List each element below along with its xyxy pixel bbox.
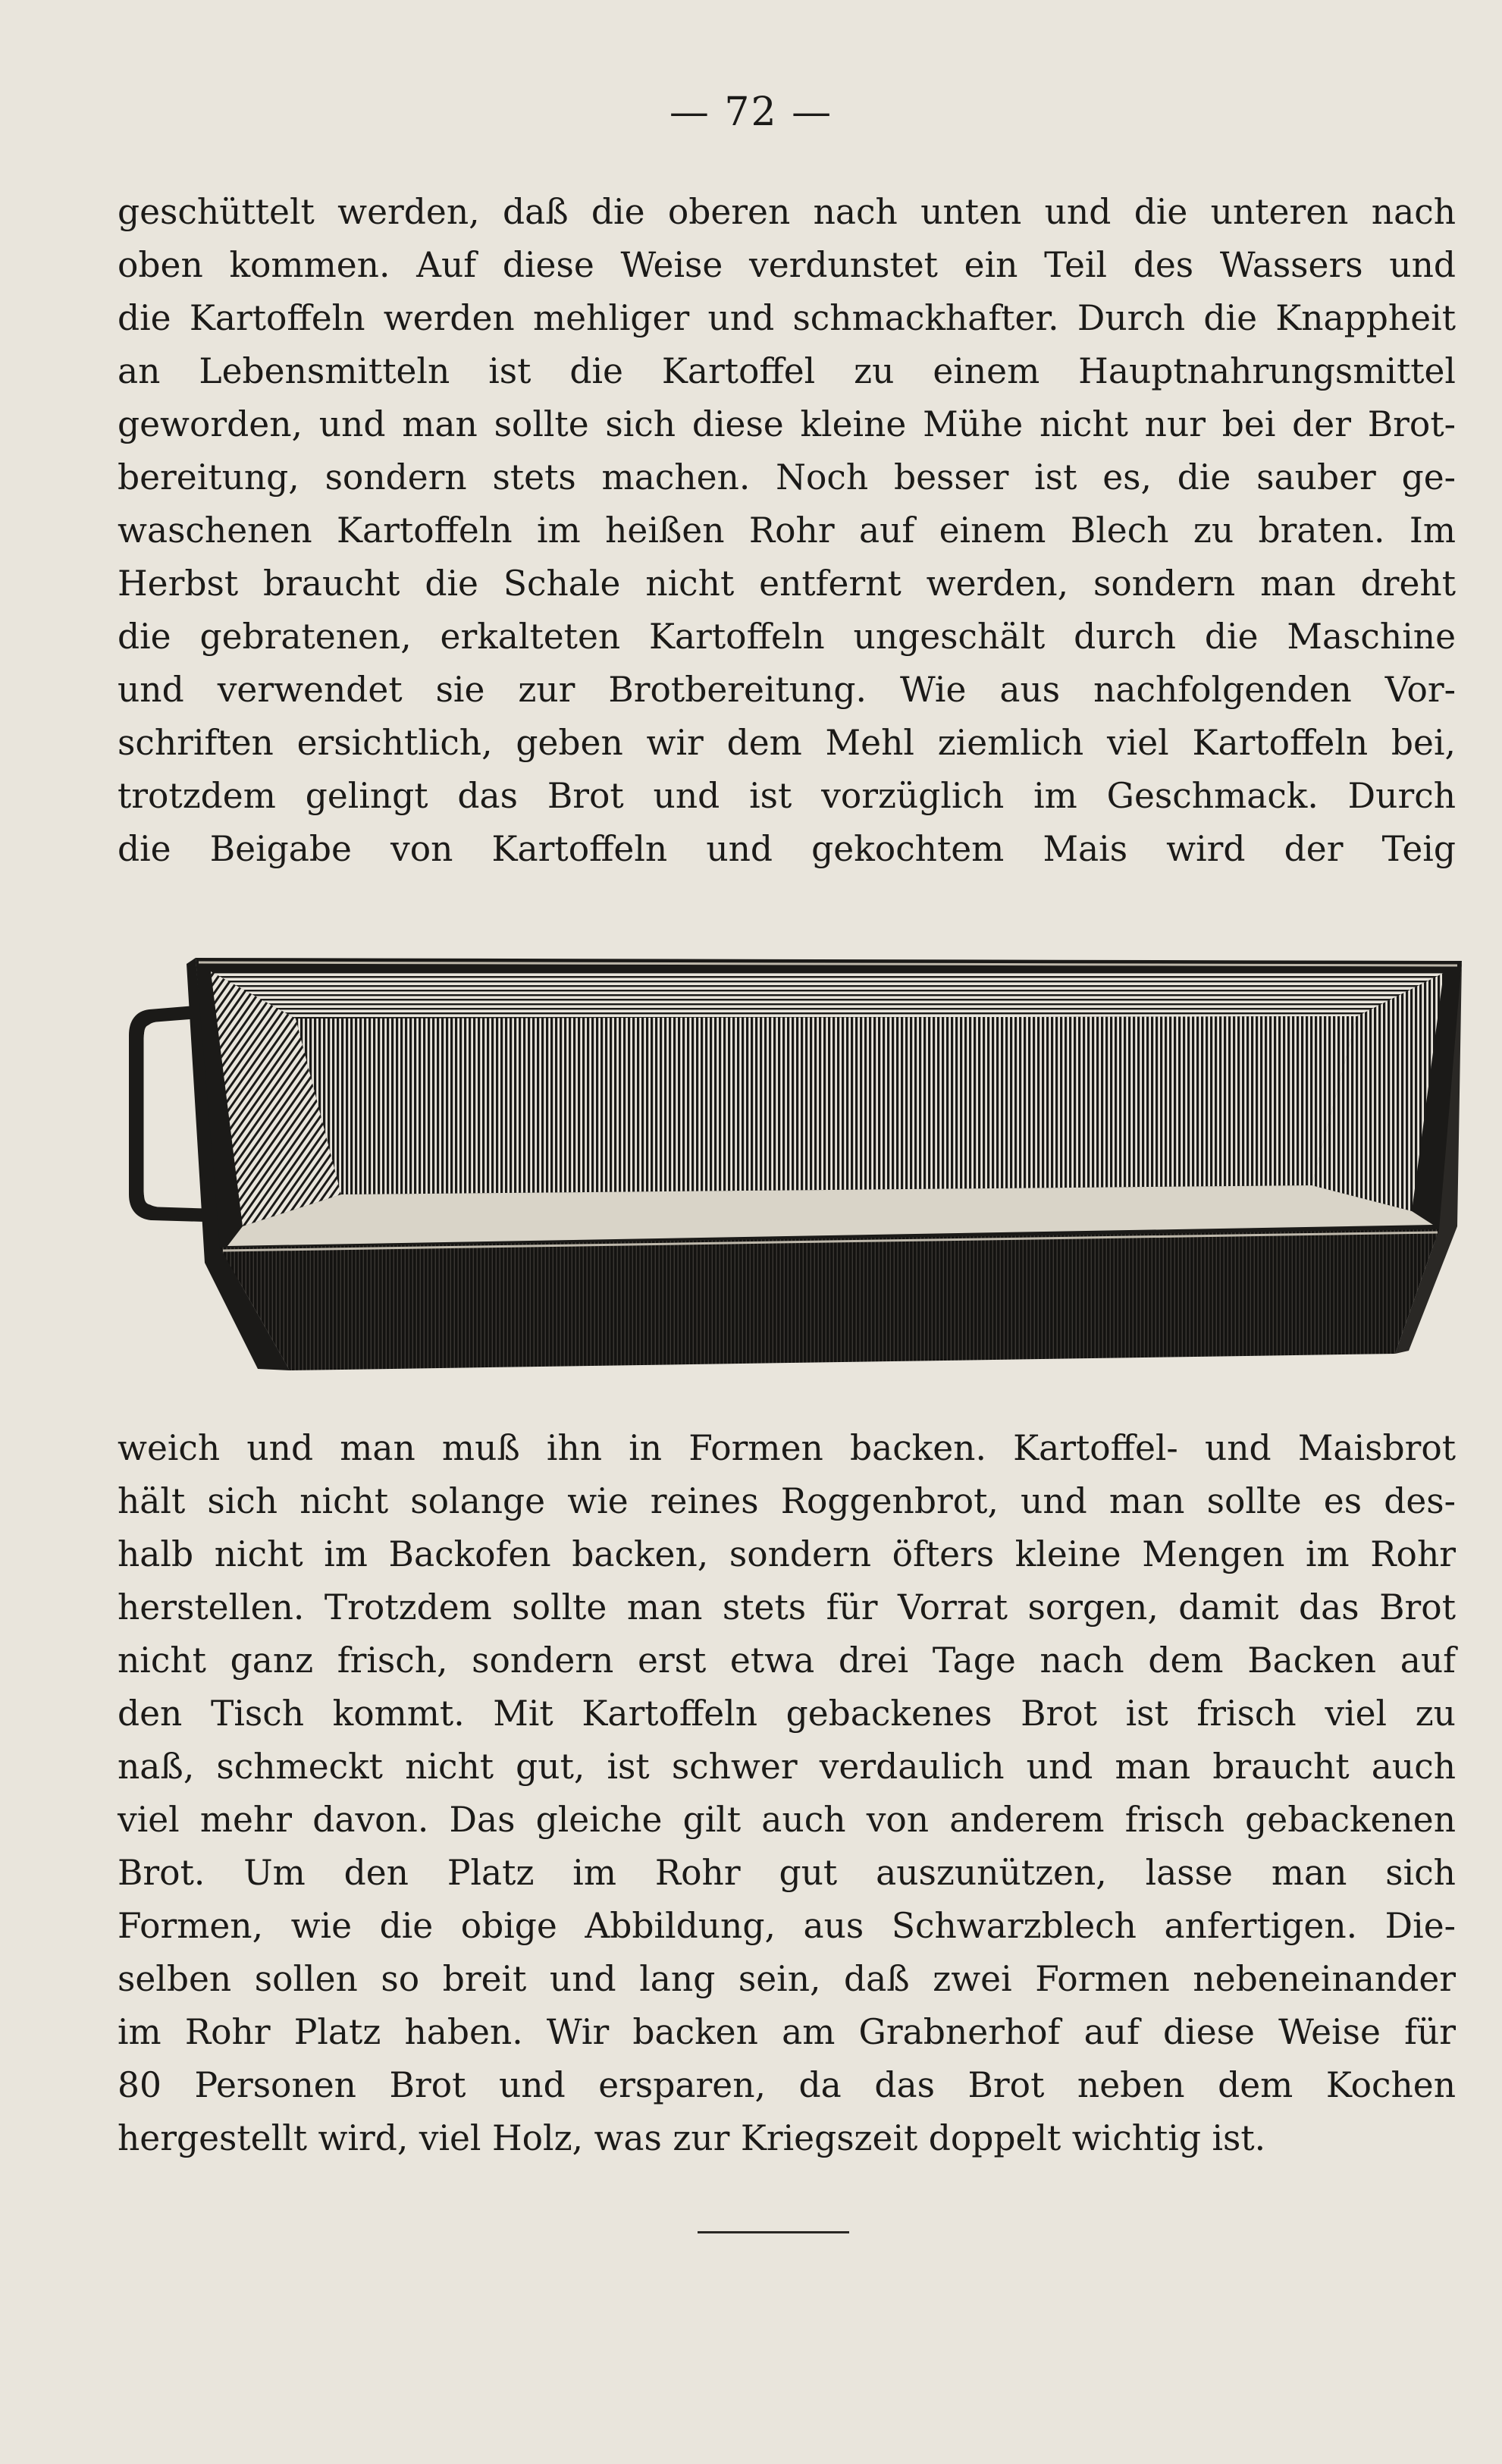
text-line: schriften ersichtlich, geben wir dem Mehl ziemlich viel Kartoffeln bei,	[118, 723, 1456, 763]
text-line: bereitung, sondern stets machen. Noch besser ist es, die sauber ge-	[118, 457, 1456, 498]
text-line: oben kommen. Auf diese Weise verdunstet ein Teil des Wassers und	[118, 245, 1456, 285]
text-line: geworden, und man sollte sich diese kleine Mühe nicht nur bei der Brot-	[118, 404, 1456, 444]
text-line: hergestellt wird, viel Holz, was zur Kriegszeit doppelt wichtig ist.	[118, 2118, 1266, 2158]
text-line: herstellen. Trotzdem sollte man stets für Vorrat sorgen, damit das Brot	[118, 1587, 1456, 1627]
text-line: geschüttelt werden, daß die oberen nach unten und die unteren nach	[118, 192, 1456, 232]
text-line: an Lebensmitteln ist die Kartoffel zu einem Hauptnahrungsmittel	[118, 351, 1456, 391]
text-line: selben sollen so breit und lang sein, daß zwei Formen nebeneinander	[118, 1959, 1456, 1999]
paragraph-after-figure	[118, 1422, 1456, 2165]
text-line: Brot. Um den Platz im Rohr gut auszunützen, lasse man sich	[118, 1853, 1456, 1893]
text-line: viel mehr davon. Das gleiche gilt auch von anderem frisch gebackenen	[118, 1800, 1456, 1840]
baking-tin-icon	[114, 944, 1463, 1380]
footer-rule	[698, 2231, 849, 2233]
text-line: und verwendet sie zur Brotbereitung. Wie aus nachfolgenden Vor-	[118, 670, 1456, 710]
text-line: den Tisch kommt. Mit Kartoffeln gebackenes Brot ist frisch viel zu	[118, 1693, 1456, 1734]
paragraph-before-figure	[118, 186, 1456, 876]
text-line: die Beigabe von Kartoffeln und gekochtem Mais wird der Teig	[118, 829, 1456, 869]
text-line: Herbst braucht die Schale nicht entfernt werden, sondern man dreht	[118, 563, 1456, 604]
text-line: die gebratenen, erkalteten Kartoffeln ungeschält durch die Maschine	[118, 617, 1456, 657]
text-line: nicht ganz frisch, sondern erst etwa drei Tage nach dem Backen auf	[118, 1640, 1456, 1681]
text-line: trotzdem gelingt das Brot und ist vorzüglich im Geschmack. Durch	[118, 776, 1456, 816]
page-number: — 72 —	[669, 89, 833, 135]
text-line: weich und man muß ihn in Formen backen. Kartoffel- und Maisbrot	[118, 1428, 1456, 1468]
text-line: waschenen Kartoffeln im heißen Rohr auf einem Blech zu braten. Im	[118, 510, 1456, 551]
text-line: im Rohr Platz haben. Wir backen am Grabnerhof auf diese Weise für	[118, 2012, 1456, 2052]
text-line: halb nicht im Backofen backen, sondern öfters kleine Mengen im Rohr	[118, 1534, 1456, 1574]
text-line: die Kartoffeln werden mehliger und schmackhafter. Durch die Knappheit	[118, 298, 1456, 338]
text-line: hält sich nicht solange wie reines Roggenbrot, und man sollte es des-	[118, 1481, 1456, 1521]
text-line: Formen, wie die obige Abbildung, aus Schwarzblech anfertigen. Die-	[118, 1906, 1456, 1946]
text-line: naß, schmeckt nicht gut, ist schwer verdaulich und man braucht auch	[118, 1747, 1456, 1787]
text-line: 80 Personen Brot und ersparen, da das Brot neben dem Kochen	[118, 2065, 1456, 2105]
baking-tin-illustration	[114, 944, 1463, 1380]
